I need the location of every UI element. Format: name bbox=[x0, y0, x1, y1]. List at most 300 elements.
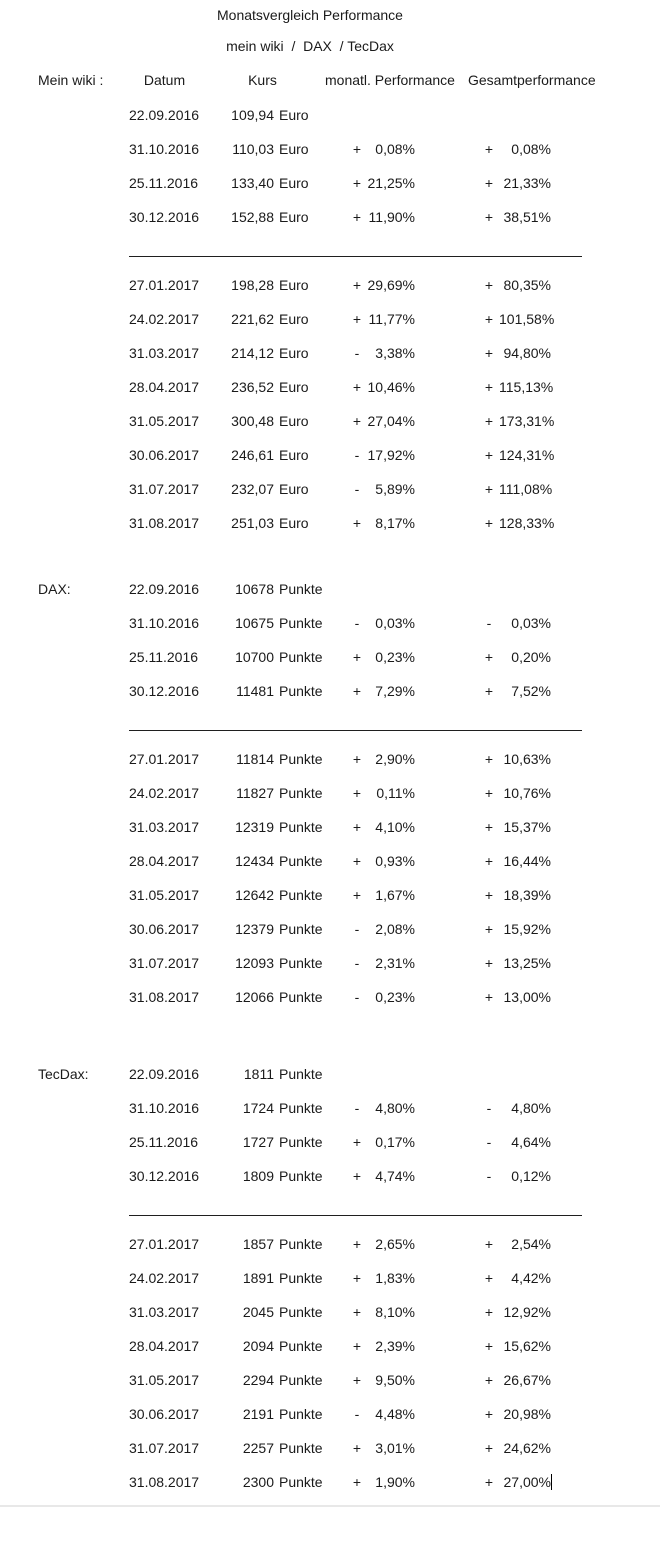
table-row bbox=[0, 810, 660, 844]
row-kurs-value: 10700 bbox=[235, 649, 274, 665]
row-kurs-unit: Punkte bbox=[279, 955, 323, 971]
row-gesamt-value: 18,39% bbox=[503, 887, 551, 903]
row-monatl-value: 5,89% bbox=[375, 481, 415, 497]
row-kurs-unit: Euro bbox=[279, 515, 309, 531]
row-date: 28.04.2017 bbox=[129, 1338, 200, 1354]
row-monatl-value: 17,92% bbox=[367, 447, 415, 463]
row-monatl-value: 4,48% bbox=[375, 1406, 415, 1422]
section-gap bbox=[0, 1014, 660, 1057]
row-monatl-sign: + bbox=[352, 515, 362, 531]
row-gesamt-value: 21,33% bbox=[503, 175, 551, 191]
table-row bbox=[0, 404, 660, 438]
row-gesamt-value: 15,92% bbox=[503, 921, 551, 937]
row-gesamt-value: 0,08% bbox=[511, 141, 551, 157]
row-kurs-unit: Euro bbox=[279, 413, 309, 429]
row-gesamt-value: 15,37% bbox=[503, 819, 551, 835]
row-monatl-sign: + bbox=[352, 1168, 362, 1184]
row-gesamt-value: 4,42% bbox=[511, 1270, 551, 1286]
row-gesamt-sign: + bbox=[484, 1236, 494, 1252]
row-gesamt-sign: + bbox=[484, 921, 494, 937]
row-gesamt-value: 26,67% bbox=[503, 1372, 551, 1388]
row-monatl-value: 4,80% bbox=[375, 1100, 415, 1116]
row-date: 22.09.2016 bbox=[129, 1066, 200, 1082]
row-monatl-value: 11,77% bbox=[368, 311, 415, 327]
row-gesamt-value: 124,31% bbox=[499, 447, 555, 463]
row-gesamt-value: 27,00% bbox=[503, 1474, 551, 1490]
row-monatl-value: 29,69% bbox=[367, 277, 415, 293]
year-separator bbox=[0, 1193, 660, 1227]
table-row bbox=[0, 1057, 660, 1091]
row-monatl-value: 27,04% bbox=[367, 413, 415, 429]
row-monatl-value: 8,17% bbox=[375, 515, 415, 531]
row-kurs-unit: Punkte bbox=[279, 1372, 323, 1388]
row-kurs-unit: Punkte bbox=[279, 581, 323, 597]
row-date: 22.09.2016 bbox=[129, 581, 200, 597]
row-monatl-sign: + bbox=[352, 785, 362, 801]
row-kurs-unit: Punkte bbox=[279, 1066, 323, 1082]
row-kurs-unit: Punkte bbox=[279, 1100, 323, 1116]
col-header-kurs: Kurs bbox=[248, 72, 277, 88]
row-monatl-sign: + bbox=[352, 277, 362, 293]
row-gesamt-value: 16,44% bbox=[503, 853, 551, 869]
section-mein-wiki bbox=[0, 98, 660, 540]
row-kurs-unit: Punkte bbox=[279, 853, 323, 869]
row-kurs-value: 10678 bbox=[235, 581, 274, 597]
row-kurs-value: 12434 bbox=[235, 853, 274, 869]
separator-line bbox=[129, 730, 582, 731]
row-monatl-value: 4,74% bbox=[375, 1168, 415, 1184]
row-kurs-unit: Euro bbox=[279, 141, 309, 157]
row-monatl-value: 2,31% bbox=[375, 955, 415, 971]
table-body bbox=[0, 98, 660, 1499]
row-kurs-unit: Punkte bbox=[279, 1474, 323, 1490]
row-gesamt-value: 2,54% bbox=[511, 1236, 551, 1252]
row-gesamt-sign: + bbox=[484, 1270, 494, 1286]
table-row bbox=[0, 1431, 660, 1465]
row-monatl-value: 0,93% bbox=[375, 853, 415, 869]
row-gesamt-value: 111,08% bbox=[499, 481, 553, 497]
row-monatl-sign: + bbox=[352, 141, 362, 157]
row-gesamt-sign: + bbox=[484, 853, 494, 869]
row-date: 31.08.2017 bbox=[129, 989, 200, 1005]
row-kurs-unit: Punkte bbox=[279, 1440, 323, 1456]
table-row bbox=[0, 640, 660, 674]
row-gesamt-value: 24,62% bbox=[503, 1440, 551, 1456]
row-monatl-value: 0,08% bbox=[375, 141, 415, 157]
row-kurs-value: 2257 bbox=[242, 1440, 274, 1456]
row-date: 25.11.2016 bbox=[129, 175, 199, 191]
row-monatl-sign: + bbox=[352, 1304, 362, 1320]
row-monatl-sign: + bbox=[352, 379, 362, 395]
table-row bbox=[0, 606, 660, 640]
row-gesamt-sign: + bbox=[484, 1372, 494, 1388]
row-monatl-value: 2,08% bbox=[375, 921, 415, 937]
table-row bbox=[0, 572, 660, 606]
row-monatl-sign: + bbox=[352, 853, 362, 869]
table-row bbox=[0, 1091, 660, 1125]
row-gesamt-value: 38,51% bbox=[503, 209, 551, 225]
row-monatl-sign: - bbox=[354, 345, 360, 361]
row-kurs-value: 12319 bbox=[235, 819, 274, 835]
row-date: 30.06.2017 bbox=[129, 1406, 200, 1422]
row-gesamt-sign: + bbox=[484, 379, 494, 395]
row-kurs-value: 1727 bbox=[242, 1134, 274, 1150]
table-row bbox=[0, 200, 660, 234]
row-gesamt-sign: + bbox=[484, 819, 494, 835]
row-date: 31.05.2017 bbox=[129, 413, 200, 429]
row-kurs-unit: Euro bbox=[279, 107, 309, 123]
row-kurs-value: 1891 bbox=[242, 1270, 274, 1286]
row-monatl-sign: + bbox=[352, 175, 362, 191]
table-row bbox=[0, 1397, 660, 1431]
row-gesamt-sign: + bbox=[484, 1304, 494, 1320]
row-monatl-sign: + bbox=[352, 751, 362, 767]
row-gesamt-value: 12,92% bbox=[503, 1304, 551, 1320]
col-header-gesamtperformance: Gesamtperformance bbox=[468, 72, 596, 88]
row-date: 31.10.2016 bbox=[129, 141, 200, 157]
row-monatl-sign: + bbox=[352, 887, 362, 903]
table-row bbox=[0, 912, 660, 946]
row-monatl-value: 0,11% bbox=[376, 785, 415, 801]
row-gesamt-sign: + bbox=[484, 785, 494, 801]
row-date: 24.02.2017 bbox=[129, 1270, 200, 1286]
row-kurs-value: 10675 bbox=[235, 615, 274, 631]
row-date: 31.10.2016 bbox=[129, 615, 200, 631]
row-gesamt-sign: + bbox=[484, 1338, 494, 1354]
row-date: 24.02.2017 bbox=[129, 785, 200, 801]
section-label: TecDax: bbox=[38, 1066, 89, 1082]
section-dax bbox=[0, 572, 660, 1014]
row-gesamt-sign: + bbox=[484, 277, 494, 293]
row-kurs-value: 12066 bbox=[235, 989, 274, 1005]
table-row bbox=[0, 946, 660, 980]
row-kurs-value: 300,48 bbox=[231, 413, 274, 429]
row-date: 31.03.2017 bbox=[129, 819, 200, 835]
row-kurs-value: 12093 bbox=[235, 955, 274, 971]
row-gesamt-sign: + bbox=[484, 413, 494, 429]
row-gesamt-value: 10,76% bbox=[503, 785, 551, 801]
row-gesamt-value: 101,58% bbox=[499, 311, 555, 327]
row-kurs-value: 11481 bbox=[236, 683, 274, 699]
row-gesamt-value: 173,31% bbox=[499, 413, 555, 429]
row-monatl-value: 7,29% bbox=[375, 683, 415, 699]
row-gesamt-sign: + bbox=[484, 1440, 494, 1456]
row-kurs-value: 221,62 bbox=[231, 311, 274, 327]
row-kurs-unit: Euro bbox=[279, 277, 309, 293]
row-kurs-unit: Euro bbox=[279, 447, 309, 463]
row-kurs-unit: Euro bbox=[279, 175, 309, 191]
row-monatl-value: 2,39% bbox=[375, 1338, 415, 1354]
row-date: 31.08.2017 bbox=[129, 1474, 200, 1490]
row-kurs-value: 232,07 bbox=[231, 481, 274, 497]
row-kurs-value: 152,88 bbox=[231, 209, 274, 225]
table-row bbox=[0, 674, 660, 708]
row-kurs-value: 214,12 bbox=[231, 345, 274, 361]
table-row bbox=[0, 878, 660, 912]
row-kurs-unit: Punkte bbox=[279, 649, 323, 665]
row-gesamt-sign: + bbox=[484, 447, 494, 463]
table-row bbox=[0, 132, 660, 166]
row-gesamt-sign: + bbox=[484, 515, 494, 531]
section-label: Mein wiki : bbox=[38, 72, 104, 88]
row-gesamt-sign: + bbox=[484, 311, 494, 327]
row-date: 27.01.2017 bbox=[129, 277, 200, 293]
row-gesamt-value: 13,00% bbox=[503, 989, 551, 1005]
row-gesamt-sign: - bbox=[486, 1134, 492, 1150]
table-row bbox=[0, 166, 660, 200]
row-monatl-sign: - bbox=[354, 481, 360, 497]
row-gesamt-value: 10,63% bbox=[503, 751, 551, 767]
row-kurs-value: 198,28 bbox=[231, 277, 274, 293]
row-date: 30.12.2016 bbox=[129, 209, 200, 225]
row-date: 28.04.2017 bbox=[129, 853, 200, 869]
row-monatl-sign: + bbox=[352, 1270, 362, 1286]
row-gesamt-sign: + bbox=[484, 481, 494, 497]
row-kurs-value: 12379 bbox=[235, 921, 274, 937]
row-kurs-value: 109,94 bbox=[231, 107, 274, 123]
row-kurs-unit: Euro bbox=[279, 209, 309, 225]
table-row bbox=[0, 742, 660, 776]
row-monatl-value: 21,25% bbox=[367, 175, 415, 191]
row-kurs-value: 2094 bbox=[242, 1338, 274, 1354]
row-kurs-unit: Euro bbox=[279, 345, 309, 361]
row-gesamt-value: 80,35% bbox=[503, 277, 551, 293]
table-row bbox=[0, 1227, 660, 1261]
table-row bbox=[0, 302, 660, 336]
row-gesamt-value: 4,80% bbox=[511, 1100, 551, 1116]
row-gesamt-sign: + bbox=[484, 345, 494, 361]
row-monatl-sign: - bbox=[354, 989, 360, 1005]
table-row bbox=[0, 336, 660, 370]
row-gesamt-value: 7,52% bbox=[511, 683, 551, 699]
row-kurs-value: 251,03 bbox=[231, 515, 274, 531]
row-gesamt-value: 0,12% bbox=[511, 1168, 551, 1184]
section-gap bbox=[0, 540, 660, 572]
row-gesamt-value: 115,13% bbox=[499, 379, 554, 395]
row-monatl-sign: + bbox=[352, 413, 362, 429]
row-date: 22.09.2016 bbox=[129, 107, 200, 123]
row-gesamt-sign: + bbox=[484, 887, 494, 903]
table-row bbox=[0, 472, 660, 506]
row-gesamt-sign: + bbox=[484, 1474, 494, 1490]
row-gesamt-sign: + bbox=[484, 141, 494, 157]
row-date: 31.07.2017 bbox=[129, 1440, 200, 1456]
row-kurs-value: 2045 bbox=[242, 1304, 274, 1320]
row-kurs-unit: Punkte bbox=[279, 921, 323, 937]
table-row bbox=[0, 980, 660, 1014]
page-bottom-divider bbox=[0, 1505, 660, 1507]
row-gesamt-sign: - bbox=[486, 1100, 492, 1116]
row-date: 25.11.2016 bbox=[129, 1134, 199, 1150]
row-date: 30.06.2017 bbox=[129, 921, 200, 937]
row-kurs-unit: Euro bbox=[279, 311, 309, 327]
row-gesamt-value: 20,98% bbox=[503, 1406, 551, 1422]
table-row bbox=[0, 1125, 660, 1159]
row-kurs-value: 1857 bbox=[242, 1236, 274, 1252]
table-row bbox=[0, 1159, 660, 1193]
row-gesamt-sign: + bbox=[484, 649, 494, 665]
table-row bbox=[0, 506, 660, 540]
row-kurs-unit: Punkte bbox=[279, 819, 323, 835]
row-monatl-sign: + bbox=[352, 1372, 362, 1388]
row-date: 31.07.2017 bbox=[129, 955, 200, 971]
row-monatl-value: 0,17% bbox=[375, 1134, 415, 1150]
row-date: 27.01.2017 bbox=[129, 1236, 200, 1252]
row-gesamt-sign: + bbox=[484, 209, 494, 225]
row-kurs-unit: Punkte bbox=[279, 1168, 323, 1184]
row-monatl-sign: + bbox=[352, 1236, 362, 1252]
row-monatl-sign: - bbox=[354, 921, 360, 937]
table-row bbox=[0, 1295, 660, 1329]
row-monatl-sign: + bbox=[352, 683, 362, 699]
section-label: DAX: bbox=[38, 581, 71, 597]
row-monatl-value: 2,65% bbox=[375, 1236, 415, 1252]
row-date: 25.11.2016 bbox=[129, 649, 199, 665]
row-date: 31.03.2017 bbox=[129, 345, 200, 361]
row-monatl-sign: - bbox=[354, 1406, 360, 1422]
row-gesamt-value: 13,25% bbox=[503, 955, 551, 971]
row-date: 31.07.2017 bbox=[129, 481, 200, 497]
table-header bbox=[0, 62, 660, 98]
row-monatl-value: 3,38% bbox=[375, 345, 415, 361]
row-date: 24.02.2017 bbox=[129, 311, 200, 327]
row-kurs-value: 1809 bbox=[242, 1168, 274, 1184]
row-monatl-sign: + bbox=[352, 819, 362, 835]
row-kurs-value: 133,40 bbox=[231, 175, 274, 191]
row-kurs-unit: Punkte bbox=[279, 785, 323, 801]
row-kurs-unit: Punkte bbox=[279, 615, 323, 631]
row-gesamt-sign: + bbox=[484, 955, 494, 971]
row-monatl-sign: + bbox=[352, 1474, 362, 1490]
table-row bbox=[0, 776, 660, 810]
row-monatl-sign: + bbox=[352, 1338, 362, 1354]
row-monatl-value: 1,83% bbox=[375, 1270, 415, 1286]
row-monatl-sign: - bbox=[354, 1100, 360, 1116]
row-monatl-value: 0,23% bbox=[375, 649, 415, 665]
row-monatl-sign: - bbox=[354, 615, 360, 631]
row-monatl-value: 3,01% bbox=[375, 1440, 415, 1456]
row-date: 31.03.2017 bbox=[129, 1304, 200, 1320]
row-date: 30.06.2017 bbox=[129, 447, 200, 463]
row-kurs-unit: Punkte bbox=[279, 887, 323, 903]
row-monatl-sign: - bbox=[354, 447, 360, 463]
row-kurs-unit: Punkte bbox=[279, 1236, 323, 1252]
table-row bbox=[0, 1363, 660, 1397]
row-date: 31.10.2016 bbox=[129, 1100, 200, 1116]
year-separator bbox=[0, 708, 660, 742]
row-gesamt-value: 94,80% bbox=[503, 345, 551, 361]
row-kurs-unit: Punkte bbox=[279, 751, 323, 767]
row-monatl-sign: + bbox=[352, 649, 362, 665]
row-gesamt-sign: + bbox=[484, 175, 494, 191]
row-monatl-value: 1,67% bbox=[375, 887, 415, 903]
text-cursor bbox=[551, 1474, 552, 1490]
col-header-datum: Datum bbox=[143, 72, 186, 88]
row-monatl-sign: + bbox=[352, 1134, 362, 1150]
row-kurs-value: 1811 bbox=[243, 1066, 274, 1082]
row-monatl-sign: - bbox=[354, 955, 360, 971]
row-monatl-value: 1,90% bbox=[375, 1474, 415, 1490]
row-date: 31.05.2017 bbox=[129, 887, 200, 903]
document-title: Monatsvergleich Performance bbox=[217, 7, 403, 23]
row-kurs-value: 11814 bbox=[236, 751, 274, 767]
row-gesamt-sign: - bbox=[486, 1168, 492, 1184]
row-kurs-unit: Punkte bbox=[279, 1270, 323, 1286]
row-kurs-value: 12642 bbox=[235, 887, 274, 903]
year-separator bbox=[0, 234, 660, 268]
document-subtitle: mein wiki / DAX / TecDax bbox=[226, 38, 394, 54]
table-row bbox=[0, 1465, 660, 1499]
row-kurs-unit: Euro bbox=[279, 379, 309, 395]
row-kurs-unit: Euro bbox=[279, 481, 309, 497]
row-monatl-value: 10,46% bbox=[367, 379, 415, 395]
row-kurs-value: 110,03 bbox=[232, 141, 274, 157]
row-kurs-value: 236,52 bbox=[231, 379, 274, 395]
row-gesamt-value: 4,64% bbox=[511, 1134, 551, 1150]
row-monatl-sign: + bbox=[352, 1440, 362, 1456]
row-gesamt-sign: + bbox=[484, 751, 494, 767]
separator-line bbox=[129, 1215, 582, 1216]
row-monatl-value: 0,23% bbox=[375, 989, 415, 1005]
row-kurs-value: 2294 bbox=[242, 1372, 274, 1388]
table-row bbox=[0, 438, 660, 472]
row-monatl-value: 8,10% bbox=[375, 1304, 415, 1320]
row-gesamt-value: 128,33% bbox=[499, 515, 555, 531]
row-kurs-unit: Punkte bbox=[279, 683, 323, 699]
row-kurs-value: 11827 bbox=[236, 785, 274, 801]
row-date: 30.12.2016 bbox=[129, 683, 200, 699]
row-gesamt-value: 0,03% bbox=[511, 615, 551, 631]
row-monatl-value: 11,90% bbox=[368, 209, 415, 225]
row-kurs-unit: Punkte bbox=[279, 1406, 323, 1422]
row-kurs-unit: Punkte bbox=[279, 1134, 323, 1150]
row-gesamt-sign: + bbox=[484, 683, 494, 699]
row-kurs-value: 2300 bbox=[242, 1474, 274, 1490]
row-monatl-value: 9,50% bbox=[375, 1372, 415, 1388]
section-tecdax bbox=[0, 1057, 660, 1499]
row-kurs-value: 2191 bbox=[242, 1406, 274, 1422]
table-row bbox=[0, 1261, 660, 1295]
table-row bbox=[0, 98, 660, 132]
table-row bbox=[0, 268, 660, 302]
row-monatl-value: 4,10% bbox=[375, 819, 415, 835]
row-monatl-value: 2,90% bbox=[375, 751, 415, 767]
row-monatl-sign: + bbox=[352, 311, 362, 327]
row-gesamt-value: 0,20% bbox=[511, 649, 551, 665]
row-monatl-value: 0,03% bbox=[375, 615, 415, 631]
row-monatl-sign: + bbox=[352, 209, 362, 225]
row-gesamt-sign: - bbox=[486, 615, 492, 631]
row-kurs-unit: Punkte bbox=[279, 1338, 323, 1354]
row-kurs-unit: Punkte bbox=[279, 1304, 323, 1320]
table-row bbox=[0, 844, 660, 878]
col-header-monatl-performance: monatl. Performance bbox=[325, 72, 455, 88]
row-date: 31.05.2017 bbox=[129, 1372, 200, 1388]
table-row bbox=[0, 370, 660, 404]
table-row bbox=[0, 1329, 660, 1363]
row-gesamt-sign: + bbox=[484, 1406, 494, 1422]
row-gesamt-value: 15,62% bbox=[503, 1338, 551, 1354]
row-kurs-value: 246,61 bbox=[231, 447, 274, 463]
row-gesamt-sign: + bbox=[484, 989, 494, 1005]
separator-line bbox=[129, 256, 582, 257]
row-date: 27.01.2017 bbox=[129, 751, 200, 767]
row-kurs-value: 1724 bbox=[242, 1100, 274, 1116]
row-date: 31.08.2017 bbox=[129, 515, 200, 531]
row-date: 30.12.2016 bbox=[129, 1168, 200, 1184]
row-date: 28.04.2017 bbox=[129, 379, 200, 395]
row-kurs-unit: Punkte bbox=[279, 989, 323, 1005]
